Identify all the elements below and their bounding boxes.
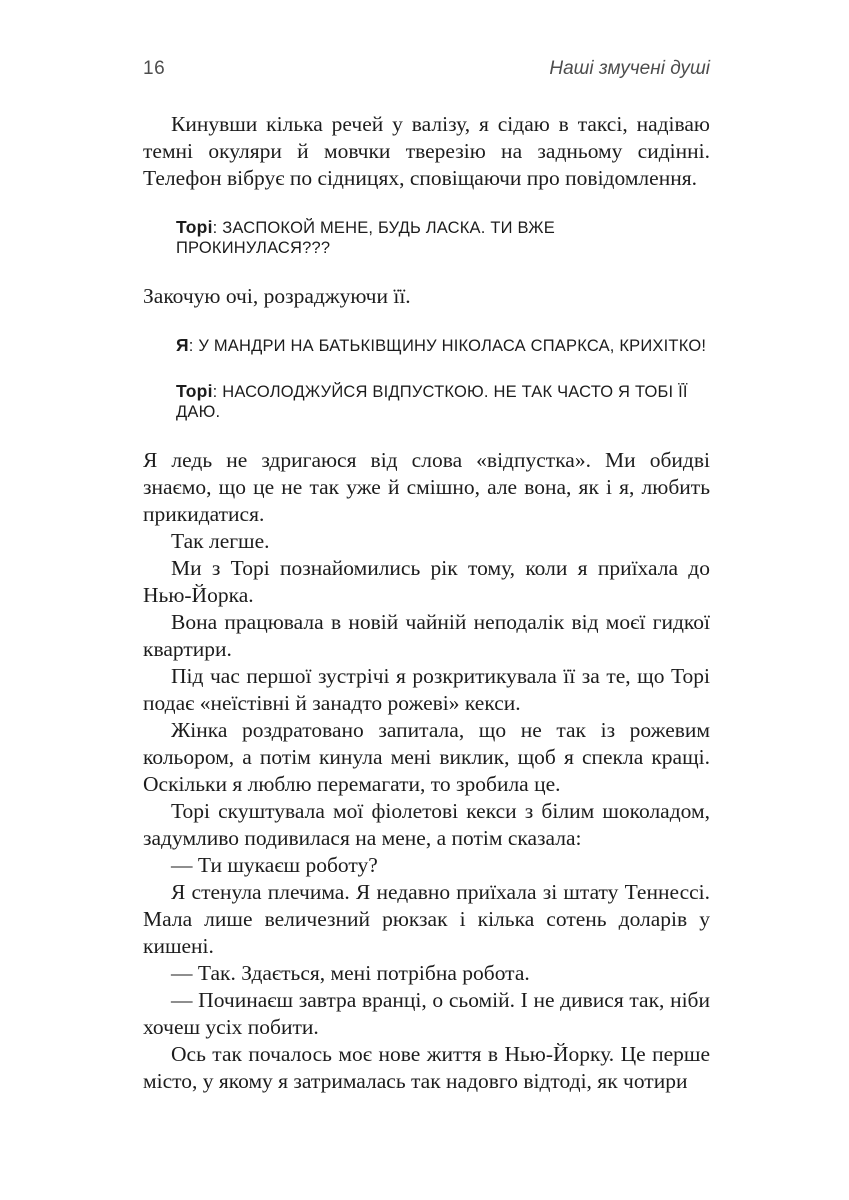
text-message: Я: У МАНДРИ НА БАТЬКІВЩИНУ НІКОЛАСА СПАРКСА, КРИХІТКО!	[176, 335, 707, 355]
page-content	[143, 111, 710, 1095]
message-text: У МАНДРИ НА БАТЬКІВЩИНУ НІКОЛАСА СПАРКСА, КРИХІТКО!	[198, 337, 707, 355]
page-number: 16	[143, 58, 166, 79]
paragraph: — Так. Здається, мені потрібна робота.	[171, 961, 530, 985]
paragraph: Кинувши кілька речей у валізу, я сідаю в таксі, надіваю темні окуляри й мовчки тверезію на задньому сидінні. Телефон вібрує по сідницях, сповіщаючи про повідомлення.	[143, 112, 710, 190]
message-text: ЗАСПОКОЙ МЕНЕ, БУДЬ ЛАСКА. ТИ ВЖЕ ПРОКИНУЛАСЯ???	[176, 219, 555, 257]
message-sender: Торі	[176, 217, 213, 237]
paragraph: Закочую очі, розраджуючи її.	[143, 284, 411, 308]
paragraph: Торі скуштувала мої фіолетові кекси з білим шоколадом, задумливо подивилася на мене, а потім сказала:	[143, 799, 710, 850]
paragraph: — Починаєш завтра вранці, о сьомій. І не дивися так, ніби хочеш усіх побити.	[143, 988, 710, 1039]
text-message: Торі: НАСОЛОДЖУЙСЯ ВІДПУСТКОЮ. НЕ ТАК ЧАСТО Я ТОБІ ЇЇ ДАЮ.	[176, 381, 688, 421]
message-text: НАСОЛОДЖУЙСЯ ВІДПУСТКОЮ. НЕ ТАК ЧАСТО Я ТОБІ ЇЇ ДАЮ.	[176, 383, 688, 421]
paragraph: Я ледь не здригаюся від слова «відпустка». Ми обидві знаємо, що це не так уже й смішно, але вона, як і я, любить прикидатися.	[143, 448, 710, 526]
paragraph: Під час першої зустрічі я розкритикувала її за те, що Торі подає «неїстівні й занадто рожеві» кекси.	[143, 664, 710, 715]
paragraph: Я стенула плечима. Я недавно приїхала зі штату Теннессі. Мала лише величезний рюкзак і кілька сотень доларів у кишені.	[143, 880, 710, 958]
paragraph: — Ти шукаєш роботу?	[171, 853, 378, 877]
message-sender: Я	[176, 335, 189, 355]
paragraph: Ось так почалось моє нове життя в Нью-Йорку. Це перше місто, у якому я затрималась так надовго відтоді, як чотири	[143, 1042, 710, 1093]
running-header	[143, 58, 710, 80]
text-message: Торі: ЗАСПОКОЙ МЕНЕ, БУДЬ ЛАСКА. ТИ ВЖЕ ПРОКИНУЛАСЯ???	[176, 217, 555, 257]
paragraph: Вона працювала в новій чайній неподалік від моєї гидкої квартири.	[143, 610, 710, 661]
running-title: Наші змучені душі	[549, 58, 710, 79]
message-sender: Торі	[176, 381, 213, 401]
paragraph: Жінка роздратовано запитала, що не так із рожевим кольором, а потім кинула мені виклик, щоб я спекла кращі. Оскільки я люблю перемагати, то зробила це.	[143, 718, 710, 796]
paragraph: Ми з Торі познайомились рік тому, коли я приїхала до Нью-Йорка.	[143, 556, 710, 607]
paragraph: Так легше.	[171, 529, 270, 553]
